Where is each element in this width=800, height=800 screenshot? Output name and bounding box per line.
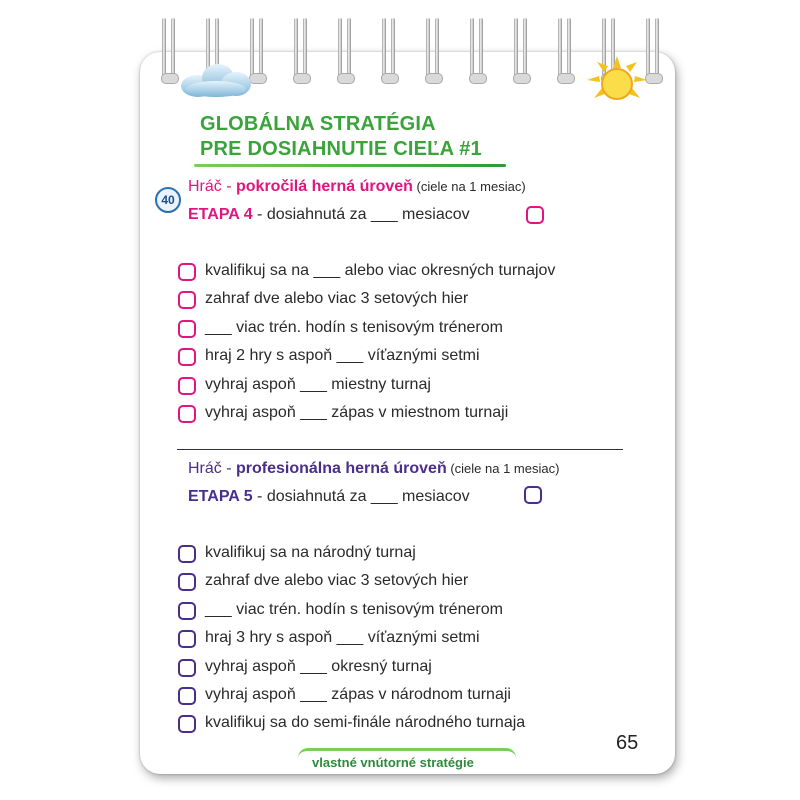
goal-checkbox[interactable] — [178, 545, 196, 563]
goal-checkbox[interactable] — [178, 377, 196, 395]
goal-item-text: vyhraj aspoň ___ okresný turnaj — [205, 657, 432, 675]
sun-icon — [584, 54, 650, 110]
goal-checkbox[interactable] — [178, 687, 196, 705]
goal-checkbox[interactable] — [178, 320, 196, 338]
page-number: 65 — [616, 732, 639, 754]
goal-item-text: hraj 3 hry s aspoň ___ víťaznými setmi — [205, 629, 480, 647]
goal-item-text: ___ viac trén. hodín s tenisovým trénerom — [205, 318, 503, 336]
stage-4-checkbox[interactable] — [526, 206, 544, 224]
pro-player-heading — [188, 460, 559, 478]
goal-checkbox[interactable] — [178, 602, 196, 620]
goal-item-text: kvalifikuj sa na ___ alebo viac okresných turnajov — [205, 262, 556, 279]
goal-checkbox[interactable] — [178, 630, 196, 648]
stage-text: - dosiahnutá za ___ mesiacov — [252, 206, 470, 223]
goal-period: (ciele na 1 mesiac) — [412, 179, 526, 194]
goal-item-text: zahraf dve alebo viac 3 setových hier — [205, 572, 469, 590]
section-divider — [177, 449, 623, 450]
level-name: pokročilá herná úroveň — [236, 178, 413, 195]
cloud-icon — [178, 62, 254, 98]
stage-label: ETAPA 4 — [188, 206, 253, 223]
goal-checkbox[interactable] — [178, 715, 196, 733]
title-underline — [194, 164, 506, 167]
goal-checkbox[interactable] — [178, 348, 196, 366]
level-name: profesionálna herná úroveň — [236, 460, 447, 477]
advanced-stage-line — [188, 206, 470, 224]
advanced-player-heading — [188, 178, 526, 196]
footer-label: vlastné vnútorné stratégie — [312, 755, 474, 770]
stage-text: - dosiahnutá za ___ mesiacov — [252, 488, 470, 505]
goal-period: (ciele na 1 mesiac) — [446, 461, 560, 476]
player-prefix: Hráč - — [188, 178, 236, 195]
goal-checkbox[interactable] — [178, 263, 196, 281]
page-title-line2: PRE DOSIAHNUTIE CIEĽA #1 — [200, 138, 482, 160]
page-title-line1: GLOBÁLNA STRATÉGIA — [200, 113, 436, 135]
level-badge: 40 — [155, 187, 181, 213]
goal-item-text: hraj 2 hry s aspoň ___ víťaznými setmi — [205, 347, 480, 365]
pro-stage-line — [188, 488, 470, 506]
goal-item-text: vyhraj aspoň ___ zápas v miestnom turnaji — [205, 404, 509, 421]
goal-item-text: kvalifikuj sa do semi-finále národného turnaja — [205, 714, 526, 732]
goal-checkbox[interactable] — [178, 405, 196, 423]
goal-checkbox[interactable] — [178, 291, 196, 309]
goal-item-text: vyhraj aspoň ___ miestny turnaj — [205, 375, 431, 393]
goal-checkbox[interactable] — [178, 659, 196, 677]
goal-item-text: kvalifikuj sa na národný turnaj — [205, 544, 416, 561]
stage-5-checkbox[interactable] — [524, 486, 542, 504]
goal-item-text: ___ viac trén. hodín s tenisovým trénerom — [205, 600, 503, 618]
player-prefix: Hráč - — [188, 460, 236, 477]
stage-label: ETAPA 5 — [188, 488, 253, 505]
goal-item-text: vyhraj aspoň ___ zápas v národnom turnaji — [205, 686, 511, 703]
goal-item-text: zahraf dve alebo viac 3 setových hier — [205, 290, 469, 308]
goal-checkbox[interactable] — [178, 573, 196, 591]
